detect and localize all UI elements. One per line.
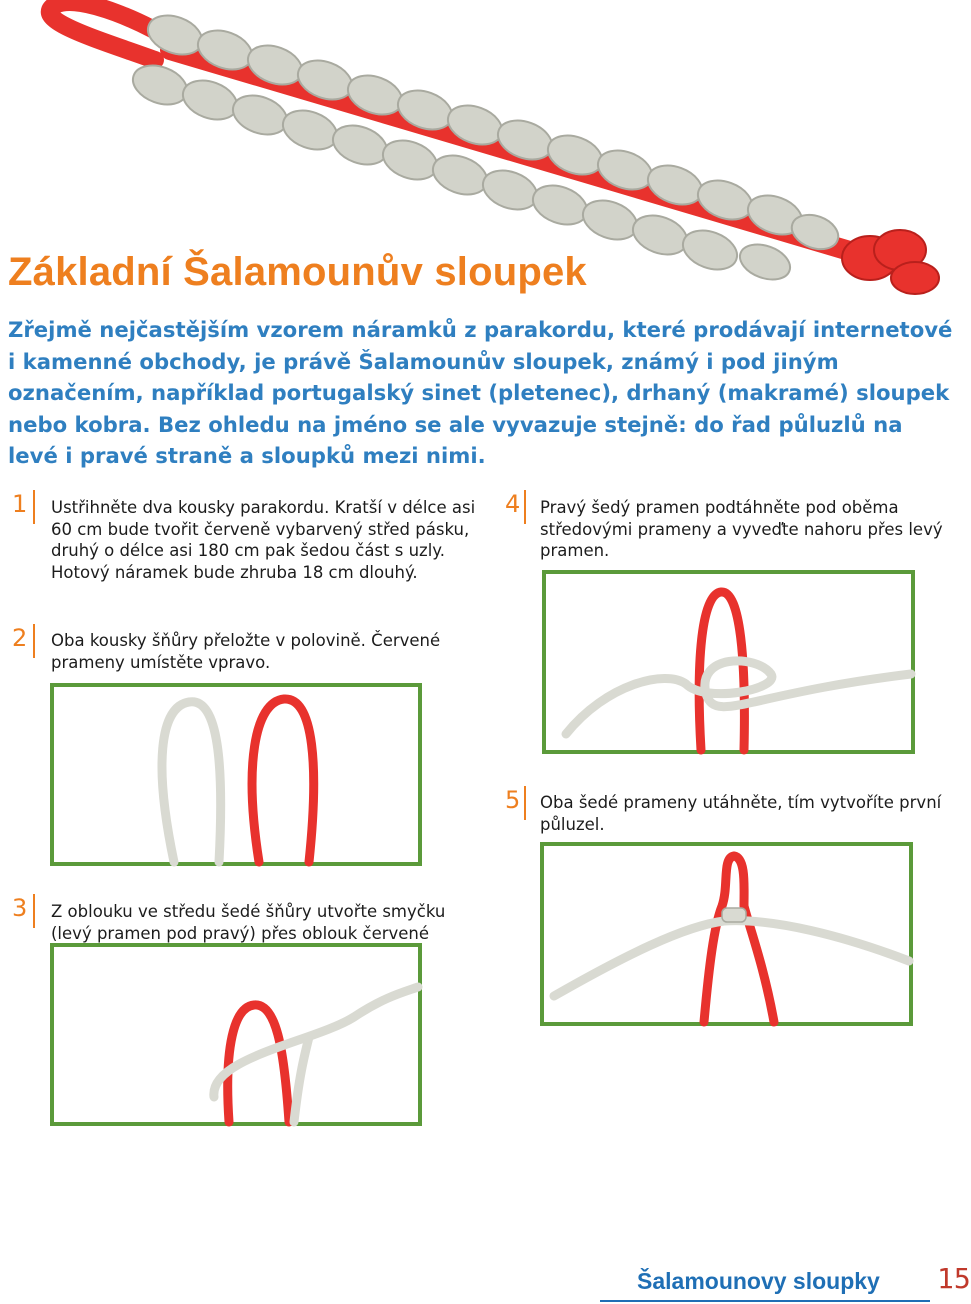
step-3-photo [50, 943, 422, 1126]
step-4-text: Pravý šedý pramen podtáhněte pod oběma středovými prameny a vyveďte nahoru přes levý pramen. [540, 498, 943, 560]
step-2-photo [50, 683, 422, 866]
step-4-photo [542, 570, 915, 754]
step-5-photo [540, 842, 913, 1026]
step-5-bar [524, 786, 526, 820]
step-4-number: 4 [505, 490, 521, 518]
step-3-bar [33, 894, 35, 928]
footer-rule [600, 1300, 930, 1302]
step-1-text: Ustřihněte dva kousky parakordu. Kratší v délce asi 60 cm bude tvořit červeně vybarvený střed pásku, druhý o délce asi 180 cm pak šedou část s uzly. Hotový náramek bude zhruba 18 cm dlouhý. [51, 498, 476, 582]
page-number: 15 [937, 1262, 971, 1295]
footer-section-title: Šalamounovy sloupky [637, 1268, 880, 1294]
step-3-text: Z oblouku ve středu šedé šňůry utvořte smyčku (levý pramen pod pravý) přes oblouk červené [51, 902, 446, 943]
step-2-text: Oba kousky šňůry přeložte v polovině. Červené prameny umístěte vpravo. [51, 631, 441, 672]
step-3-number: 3 [12, 894, 28, 922]
step-1-bar [33, 490, 35, 524]
step-4-bar [524, 490, 526, 524]
step-5-text: Oba šedé prameny utáhněte, tím vytvoříte první půluzel. [540, 793, 942, 834]
step-2-number: 2 [12, 624, 28, 652]
step-2-bar [33, 624, 35, 658]
step-1-number: 1 [12, 490, 28, 518]
step-5-number: 5 [505, 786, 521, 814]
page-title: Základní Šalamounův sloupek [8, 250, 587, 294]
intro-paragraph: Zřejmě nejčastějším vzorem náramků z parakordu, které prodávají internetové i kamenné obchody, je právě Šalamounův sloupek, známý i pod jiným označením, například portugalský sinet (pletenec), drhaný (makramé) sloupek nebo kobra. Bez ohledu na jméno se ale vyvazuje stejně: do řad půluzlů na levé i pravé straně a sloupků mezi nimi. [8, 317, 953, 468]
